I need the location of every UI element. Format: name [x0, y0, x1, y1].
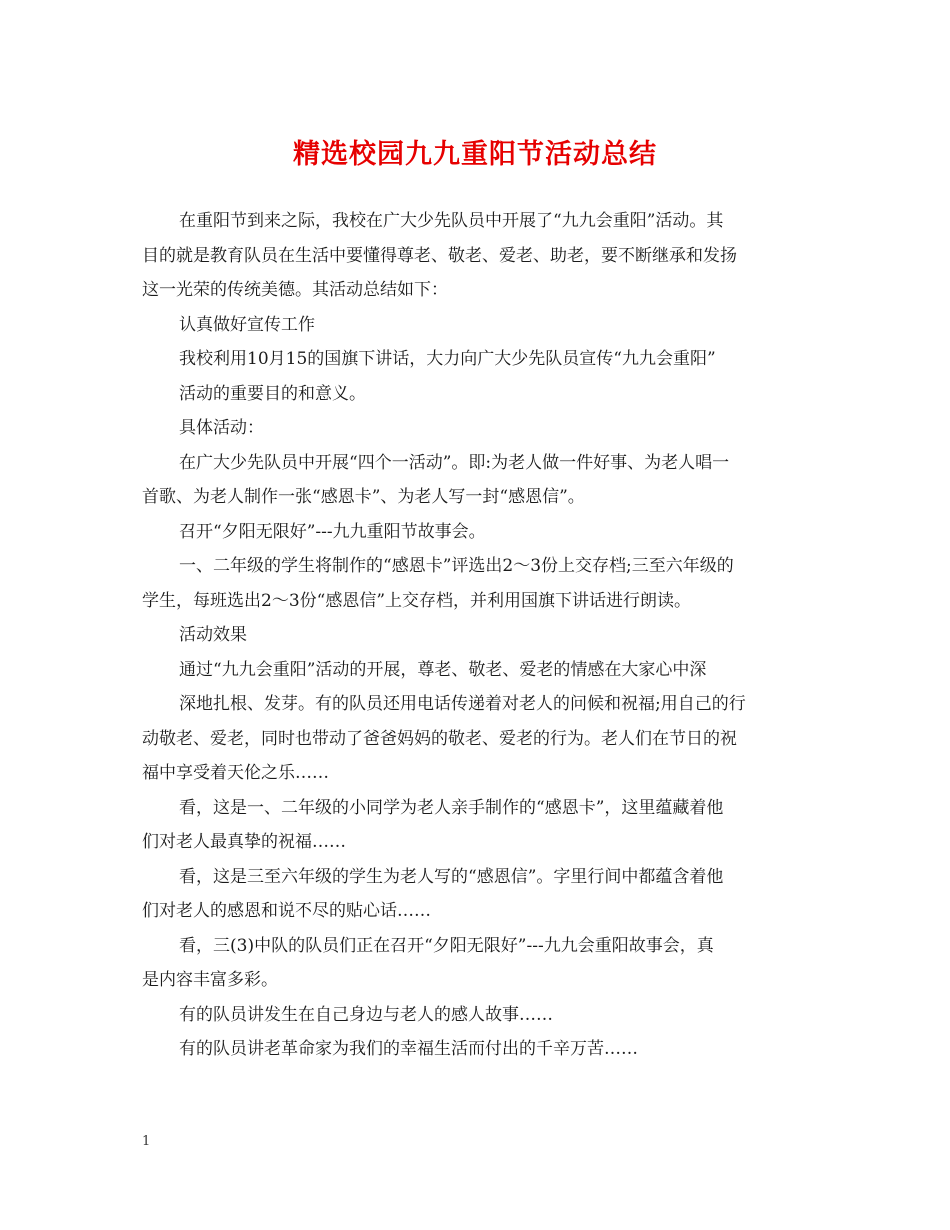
text-line: 活动效果: [179, 625, 247, 645]
text-line: 我校利用10月15的国旗下讲话，大力向广大少先队员宣传“九九会重阳”: [179, 349, 716, 369]
text-line: 看，这是一、二年级的小同学为老人亲手制作的“感恩卡”，这里蕴藏着他: [179, 797, 724, 818]
text-line: 们对老人最真挚的祝福……: [142, 832, 346, 852]
text-line: 在广大少先队员中开展“四个一活动”。即:为老人做一件好事、为老人唱一: [179, 452, 730, 473]
text-line: 有的队员讲发生在自己身边与老人的感人故事……: [179, 1004, 553, 1025]
text-line: 目的就是教育队员在生活中要懂得尊老、敬老、爱老、助老，要不断继承和发扬: [142, 245, 737, 266]
text-line: 这一光荣的传统美德。其活动总结如下：: [142, 280, 448, 300]
text-line: 动敬老、爱老，同时也带动了爸爸妈妈的敬老、爱老的行为。老人们在节日的祝: [142, 728, 737, 749]
text-line: 有的队员讲老革命家为我们的幸福生活而付出的千辛万苦……: [179, 1039, 638, 1059]
text-line: 一、二年级的学生将制作的“感恩卡”评选出2～3份上交存档;三至六年级的: [179, 556, 734, 576]
text-line: 福中享受着天伦之乐……: [142, 763, 329, 783]
text-line: 在重阳节到来之际，我校在广大少先队员中开展了“九九会重阳”活动。其: [179, 211, 724, 231]
text-line: 是内容丰富多彩。: [142, 970, 278, 990]
document-title: 精选校园九九重阳节活动总结: [293, 139, 657, 170]
text-line: 首歌、为老人制作一张“感恩卡”、为老人写一封“感恩信”。: [142, 487, 585, 507]
text-line: 具体活动：: [179, 418, 264, 438]
text-line: 认真做好宣传工作: [179, 314, 315, 335]
text-line: 召开“夕阳无限好”---九九重阳节故事会。: [179, 521, 486, 542]
text-line: 看，三(3)中队的队员们正在召开“夕阳无限好”---九九会重阳故事会，真: [179, 935, 714, 956]
text-line: 深地扎根、发芽。有的队员还用电话传递着对老人的问候和祝福;用自己的行: [179, 694, 746, 714]
page-number: 1: [142, 1134, 151, 1149]
text-line: 学生，每班选出2～3份“感恩信”上交存档，并利用国旗下讲话进行朗读。: [142, 590, 692, 611]
text-line: 们对老人的感恩和说不尽的贴心话……: [142, 901, 431, 921]
text-line: 通过“九九会重阳”活动的开展，尊老、敬老、爱老的情感在大家心中深: [179, 659, 707, 680]
text-line: 看，这是三至六年级的学生为老人写的“感恩信”。字里行间中都蕴含着他: [179, 866, 724, 887]
document-body: [142, 204, 810, 1067]
text-line: 活动的重要目的和意义。: [179, 383, 366, 404]
